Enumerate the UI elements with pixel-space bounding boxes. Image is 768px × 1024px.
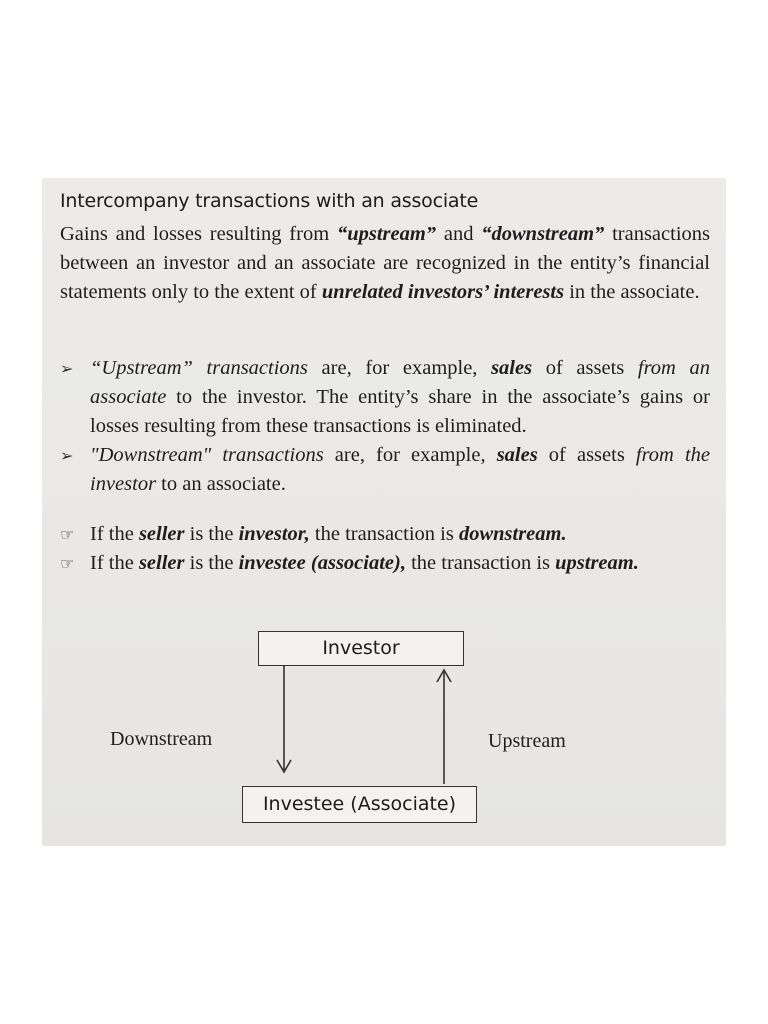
intro-text-2: and bbox=[436, 223, 482, 245]
textbook-page bbox=[42, 178, 726, 846]
sales-emphasis: sales bbox=[496, 444, 538, 466]
downstream-emphasis: downstream. bbox=[458, 523, 567, 545]
seller-emphasis: seller bbox=[138, 523, 185, 545]
downstream-term: "Downstream" transactions bbox=[90, 444, 324, 466]
from-investor-emphasis: from the investor bbox=[90, 444, 710, 495]
list-text: If the bbox=[90, 552, 139, 574]
pointing-hand-icon: ☞ bbox=[60, 554, 75, 573]
investee-box: Investee (Associate) bbox=[242, 786, 477, 823]
seller-emphasis: seller bbox=[138, 552, 185, 574]
list-text: are, for example, bbox=[307, 357, 492, 379]
intro-text-3: transactions between an investor and an associate are recognized in the entity’s financial statements only to the extent of bbox=[60, 223, 710, 303]
list-text: of assets bbox=[532, 357, 638, 379]
pointing-hand-icon: ☞ bbox=[60, 525, 75, 544]
list-text: of assets bbox=[537, 444, 636, 466]
intro-text-1: Gains and losses resulting from bbox=[60, 223, 337, 245]
investee-emphasis: investee (associate), bbox=[238, 552, 406, 574]
downstream-label: Downstream bbox=[110, 728, 213, 750]
arrow-bullet-icon: ➢ bbox=[60, 446, 74, 465]
list-text: the transaction is bbox=[405, 552, 556, 574]
downstream-quote: “downstream” bbox=[481, 223, 605, 245]
investor-box: Investor bbox=[258, 631, 464, 666]
list-text: the transaction is bbox=[309, 523, 459, 545]
list-text: If the bbox=[90, 523, 139, 545]
upstream-quote: “upstream” bbox=[336, 223, 437, 245]
sales-emphasis: sales bbox=[491, 357, 533, 379]
list-text: are, for example, bbox=[323, 444, 497, 466]
upstream-label: Upstream bbox=[488, 730, 566, 752]
from-associate-emphasis: from an associate bbox=[90, 357, 710, 408]
upstream-emphasis: upstream. bbox=[555, 552, 639, 574]
list-text: is the bbox=[184, 523, 239, 545]
list-text: is the bbox=[184, 552, 239, 574]
upstream-term: “Upstream” transactions bbox=[90, 357, 308, 379]
arrow-bullet-icon: ➢ bbox=[60, 359, 74, 378]
intro-text-4: in the associate. bbox=[564, 281, 700, 303]
section-heading: Intercompany transactions with an associate bbox=[60, 190, 479, 212]
list-text: to an associate. bbox=[156, 473, 286, 495]
unrelated-interests-emphasis: unrelated investors’ interests bbox=[321, 281, 565, 303]
list-text: to the investor. The entity’s share in the associate’s gains or losses resulting from these transactions is eliminated. bbox=[90, 386, 710, 437]
investor-emphasis: investor, bbox=[238, 523, 310, 545]
